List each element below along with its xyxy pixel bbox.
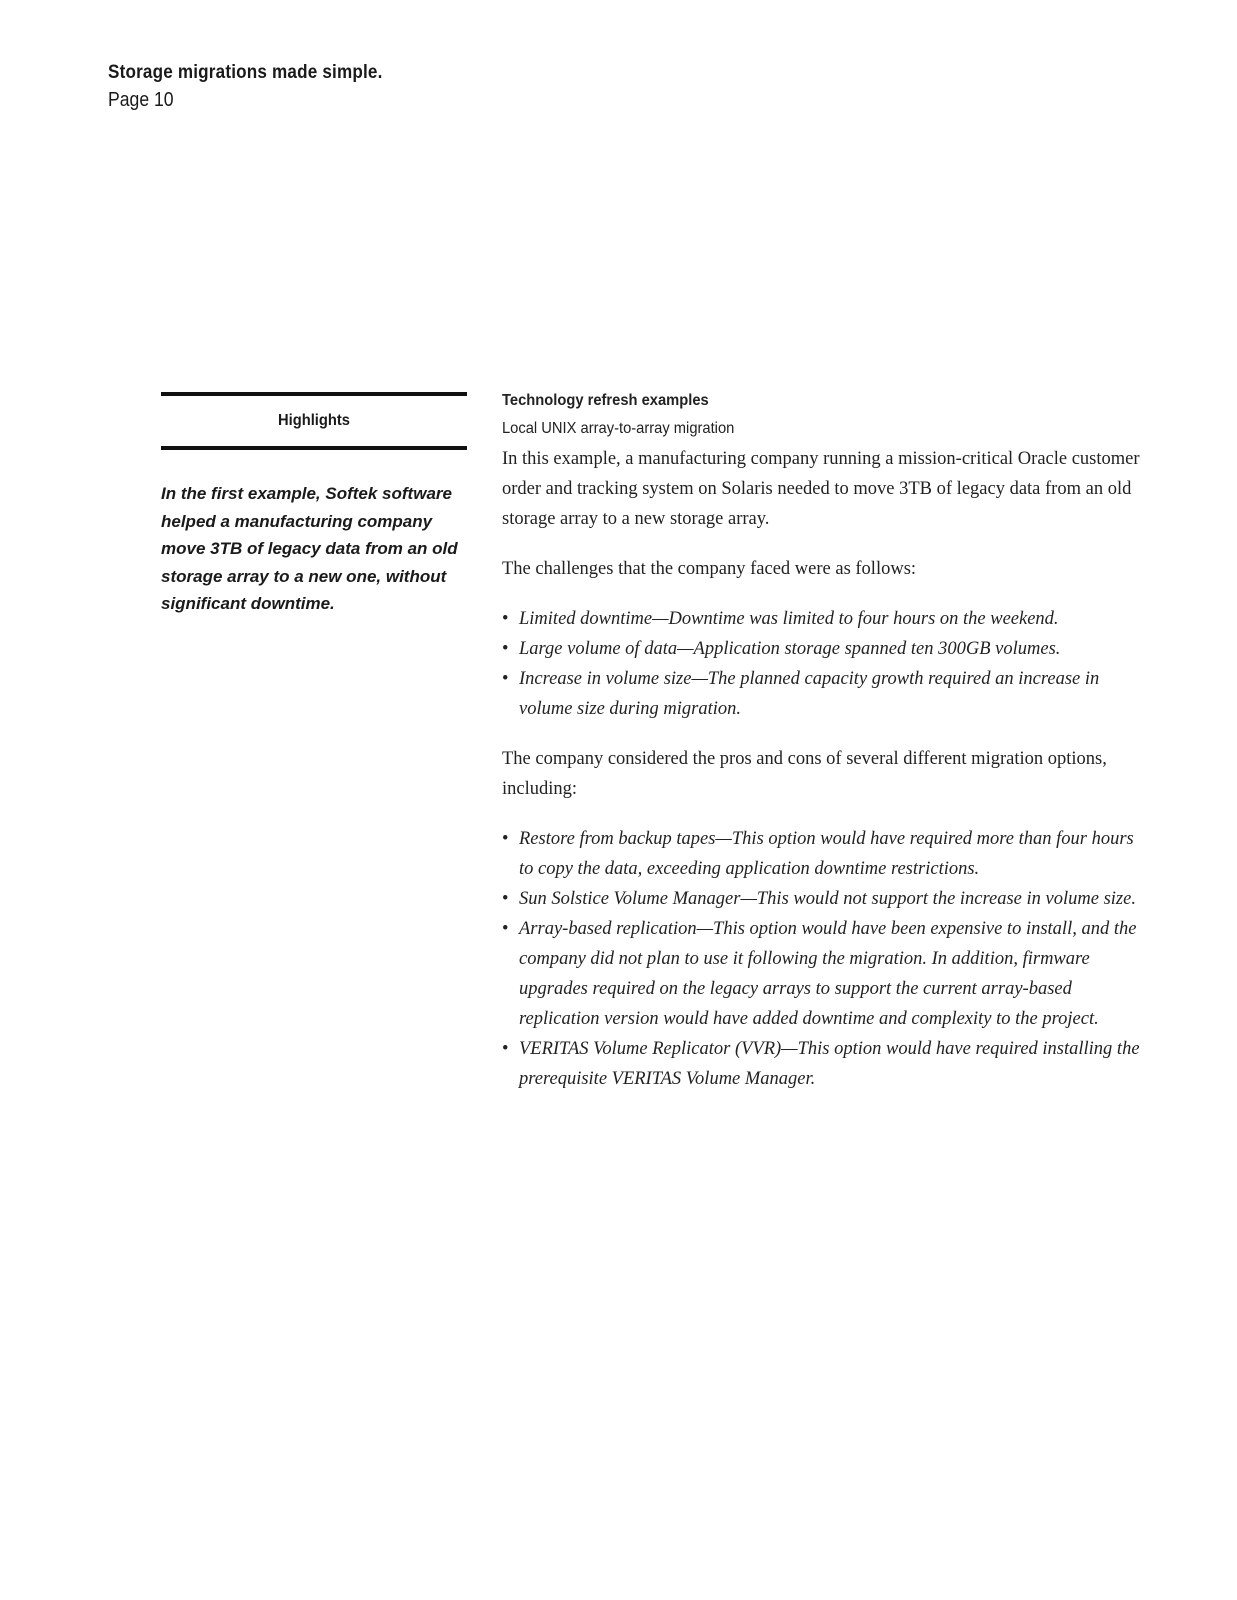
- intro-paragraph: In this example, a manufacturing company running a mission-critical Oracle customer order and tracking system on Solaris needed to move 3TB of legacy data from an old storage array to a new storage array.: [502, 449, 1140, 529]
- highlights-heading: Highlights: [278, 412, 350, 429]
- challenge-text: Limited downtime—Downtime was limited to four hours on the weekend.: [519, 609, 1059, 629]
- bullet-icon: •: [502, 609, 509, 629]
- challenges-intro-paragraph: The challenges that the company faced were as follows:: [502, 559, 917, 579]
- option-text: Sun Solstice Volume Manager—This would not support the increase in volume size.: [519, 889, 1136, 909]
- options-intro-paragraph: The company considered the pros and cons of several different migration options, including:: [502, 749, 1107, 799]
- subsection-title: Local UNIX array-to-array migration: [502, 420, 735, 437]
- list-item: [502, 604, 1152, 634]
- highlights-text: In the first example, Softek software helped a manufacturing company move 3TB of legacy data from an old storage array to a new one, without significant downtime.: [161, 484, 458, 613]
- list-item: [502, 664, 1152, 724]
- bullet-icon: •: [502, 889, 509, 909]
- option-text: VERITAS Volume Replicator (VVR)—This option would have required installing the prerequisite VERITAS Volume Manager.: [519, 1039, 1140, 1089]
- bullet-icon: •: [502, 919, 509, 939]
- section-title: Technology refresh examples: [502, 392, 709, 409]
- highlights-bottom-rule: [161, 446, 467, 450]
- highlights-sidebar: [161, 392, 467, 618]
- bullet-icon: •: [502, 639, 509, 659]
- list-item: [502, 634, 1152, 664]
- page-number: Page 10: [108, 89, 174, 111]
- challenge-text: Large volume of data—Application storage spanned ten 300GB volumes.: [519, 639, 1061, 659]
- bullet-icon: •: [502, 829, 509, 849]
- page-header: [108, 60, 413, 114]
- options-list: [502, 824, 1152, 1094]
- option-text: Array-based replication—This option would have been expensive to install, and the company did not plan to use it following the migration. In addition, firmware upgrades required on the legacy arrays to support the current array-based replication version would have added downtime and complexity to the project.: [519, 919, 1137, 1029]
- list-item: [502, 1034, 1152, 1094]
- bullet-icon: •: [502, 1039, 509, 1059]
- challenges-list: [502, 604, 1152, 724]
- document-title: Storage migrations made simple.: [108, 62, 383, 83]
- list-item: [502, 884, 1152, 914]
- challenge-text: Increase in volume size—The planned capacity growth required an increase in volume size during migration.: [519, 669, 1100, 719]
- main-content: [502, 388, 1152, 1114]
- list-item: [502, 914, 1152, 1034]
- list-item: [502, 824, 1152, 884]
- option-text: Restore from backup tapes—This option would have required more than four hours to copy the data, exceeding application downtime restrictions.: [519, 829, 1134, 879]
- bullet-icon: •: [502, 669, 509, 689]
